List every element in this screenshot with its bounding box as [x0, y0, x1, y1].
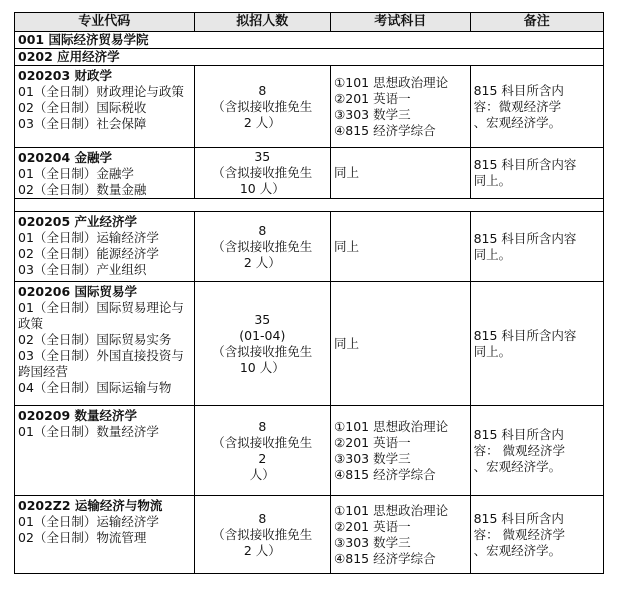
- exam-line: ②201 英语一: [334, 518, 411, 534]
- major-code-cell: [15, 406, 195, 496]
- note-line: 同上。: [473, 343, 512, 359]
- exam-line: 同上: [334, 335, 360, 351]
- discipline-row: [15, 49, 604, 66]
- college-row: [15, 32, 604, 49]
- exam-cell: [331, 406, 471, 496]
- exam-line: ①101 思想政治理论: [334, 502, 449, 518]
- note-line: 容： 微观经济学: [473, 526, 566, 542]
- note-line: 815 科目所含内容: [473, 230, 577, 246]
- direction-item: 03（全日制）外国直接投资与跨国经营: [18, 348, 184, 379]
- quota-cell: [194, 212, 330, 282]
- major-title: 020203 财政学: [18, 68, 113, 83]
- header-code: 专业代码: [15, 13, 195, 32]
- quota-line: （含拟接收推免生: [212, 98, 313, 114]
- quota-line: （含拟接收推免生: [212, 343, 313, 359]
- quota-line: 2 人）: [243, 254, 281, 270]
- note-line: 、宏观经济学。: [473, 542, 562, 558]
- quota-line: （含拟接收推免生: [212, 165, 313, 180]
- direction-item: 02（全日制）国际税收: [18, 100, 147, 115]
- exam-line: ①101 思想政治理论: [334, 74, 449, 90]
- note-line: 同上。: [473, 173, 512, 188]
- exam-cell: [331, 282, 471, 406]
- major-title: 020206 国际贸易学: [18, 284, 138, 299]
- direction-item: 02（全日制）国际贸易实务: [18, 332, 172, 347]
- direction-item: 01（全日制）运输经济学: [18, 514, 159, 529]
- quota-cell: [194, 406, 330, 496]
- note-line: 、宏观经济学。: [473, 458, 562, 474]
- direction-item: 01（全日制）金融学: [18, 166, 134, 181]
- note-line: 815 科目所含内容: [473, 327, 577, 343]
- direction-item: 03（全日制）产业组织: [18, 262, 147, 277]
- section-gap-row: [15, 199, 604, 212]
- exam-line: ④815 经济学综合: [334, 550, 436, 566]
- note-cell: [470, 212, 603, 282]
- note-line: 容： 微观经济学: [473, 442, 566, 458]
- major-title: 020209 数量经济学: [18, 408, 138, 423]
- discipline-name: 0202 应用经济学: [15, 49, 604, 66]
- major-code-cell: [15, 66, 195, 148]
- note-cell: [470, 496, 603, 574]
- exam-line: ③303 数学三: [334, 106, 411, 122]
- major-row: [15, 212, 604, 282]
- exam-line: 同上: [334, 238, 360, 254]
- quota-cell: [194, 282, 330, 406]
- exam-line: ①101 思想政治理论: [334, 418, 449, 434]
- exam-line: ④815 经济学综合: [334, 466, 436, 482]
- quota-line: 人）: [249, 466, 275, 482]
- quota-line: （含拟接收推免生: [212, 238, 313, 254]
- quota-line: 10 人）: [239, 359, 285, 375]
- direction-item: 01（全日制）国际贸易理论与政策: [18, 300, 184, 331]
- quota-line: （含拟接收推免生: [212, 526, 313, 542]
- major-row: [15, 148, 604, 199]
- major-code-cell: [15, 212, 195, 282]
- header-exam: 考试科目: [331, 13, 471, 32]
- admissions-table: [14, 12, 604, 574]
- exam-cell: [331, 212, 471, 282]
- quota-line: （含拟接收推免生: [212, 434, 313, 450]
- direction-item: 02（全日制）能源经济学: [18, 246, 159, 261]
- quota-line: 10 人）: [239, 181, 285, 196]
- direction-item: 04（全日制）国际运输与物: [18, 380, 172, 395]
- major-code-cell: [15, 496, 195, 574]
- direction-item: 02（全日制）数量金融: [18, 182, 147, 197]
- note-cell: [470, 66, 603, 148]
- direction-item: 01（全日制）运输经济学: [18, 230, 159, 245]
- exam-line: ②201 英语一: [334, 90, 411, 106]
- quota-line: 35: [254, 311, 271, 327]
- quota-line: 8: [258, 82, 267, 98]
- note-cell: [470, 282, 603, 406]
- quota-line: 2: [258, 450, 267, 466]
- quota-line: 35: [254, 149, 271, 164]
- quota-line: 2 人）: [243, 114, 281, 130]
- exam-line: ④815 经济学综合: [334, 122, 436, 138]
- header-quota: 拟招人数: [194, 13, 330, 32]
- header-note: 备注: [470, 13, 603, 32]
- note-line: 815 科目所含内: [473, 510, 564, 526]
- exam-cell: [331, 148, 471, 199]
- direction-item: 01（全日制）财政理论与政策: [18, 84, 184, 99]
- exam-cell: [331, 496, 471, 574]
- quota-line: (01-04): [239, 327, 286, 343]
- direction-item: 03（全日制）社会保障: [18, 116, 147, 131]
- table-header-row: [15, 13, 604, 32]
- major-row: [15, 282, 604, 406]
- exam-line: ②201 英语一: [334, 434, 411, 450]
- note-line: 815 科目所含内: [473, 82, 564, 98]
- section-gap-cell: [15, 199, 604, 212]
- college-name: 001 国际经济贸易学院: [15, 32, 604, 49]
- major-title: 020204 金融学: [18, 150, 113, 165]
- quota-line: 2 人）: [243, 542, 281, 558]
- note-cell: [470, 148, 603, 199]
- exam-line: ③303 数学三: [334, 450, 411, 466]
- quota-cell: [194, 496, 330, 574]
- major-code-cell: [15, 148, 195, 199]
- quota-cell: [194, 148, 330, 199]
- note-line: 容：微观经济学: [473, 98, 562, 114]
- note-line: 同上。: [473, 246, 512, 262]
- major-title: 0202Z2 运输经济与物流: [18, 498, 163, 513]
- note-line: 815 科目所含内容: [473, 157, 577, 172]
- note-line: 、宏观经济学。: [473, 114, 562, 130]
- exam-cell: [331, 66, 471, 148]
- quota-line: 8: [258, 510, 267, 526]
- quota-line: 8: [258, 222, 267, 238]
- major-row: [15, 66, 604, 148]
- quota-cell: [194, 66, 330, 148]
- note-line: 815 科目所含内: [473, 426, 564, 442]
- direction-item: 02（全日制）物流管理: [18, 530, 147, 545]
- direction-item: 01（全日制）数量经济学: [18, 424, 159, 439]
- major-row: [15, 496, 604, 574]
- major-title: 020205 产业经济学: [18, 214, 138, 229]
- major-row: [15, 406, 604, 496]
- major-code-cell: [15, 282, 195, 406]
- exam-line: 同上: [334, 165, 360, 180]
- quota-line: 8: [258, 418, 267, 434]
- note-cell: [470, 406, 603, 496]
- exam-line: ③303 数学三: [334, 534, 411, 550]
